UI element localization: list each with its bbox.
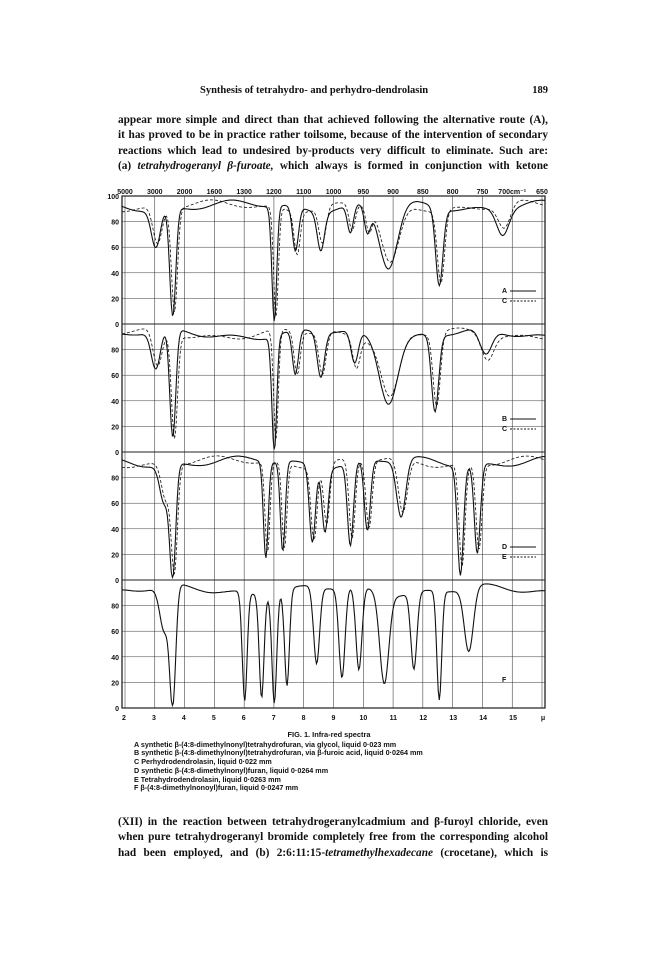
bottom-tick-label: 3 [151,715,156,722]
legend-label: F [502,677,507,684]
y-tick-label: 60 [111,501,119,509]
top-tick-label: 1200 [266,189,282,196]
top-paragraph [118,113,548,174]
y-tick-label: 0 [115,578,119,585]
y-tick-label: 80 [111,347,119,355]
bottom-tick-label: 11 [389,715,398,722]
bottom-paragraph [118,815,548,861]
y-tick-label: 20 [111,680,119,688]
top-tick-label: 2000 [176,189,193,196]
y-tick-label: 40 [111,526,119,534]
y-tick-label: 100 [107,194,119,201]
bottom-tick-label: 13 [449,715,458,722]
ir-spectra-figure [102,186,552,726]
top-tick-label: 750 [476,189,489,196]
y-tick-label: 0 [115,322,119,329]
bottom-axis-labels [122,715,545,722]
top-tick-label: 1100 [296,189,312,196]
y-tick-label: 40 [111,398,119,406]
bottom-tick-label: 8 [301,715,306,722]
y-tick-label: 20 [111,296,119,304]
y-tick-label: 20 [111,552,119,560]
bottom-tick-label: 15 [509,715,517,722]
text-line: had been employed, and (b) 2:6:11:15-tetramethylhexadecane (crocetane), which is [118,846,548,859]
caption-item: C Perhydrodendrolasin, liquid 0·022 mm [134,757,272,767]
y-axis-labels [107,194,119,713]
top-tick-label: 700cm⁻¹ [498,189,527,196]
top-axis-labels [117,189,548,196]
legend-label: B [502,416,508,423]
bottom-tick-label: 5 [211,715,216,722]
y-tick-label: 80 [111,603,119,611]
caption-item: F β-(4:8-dimethylnonoyl)furan, liquid 0·0247 mm [134,783,299,793]
legend-label: A [502,288,508,295]
bottom-tick-label: 2 [122,715,126,722]
y-tick-label: 60 [111,245,119,253]
y-tick-label: 80 [111,475,119,483]
y-tick-label: 60 [111,629,119,637]
bottom-tick-label: 7 [271,715,276,722]
y-tick-label: 60 [111,373,119,381]
y-tick-label: 80 [111,219,119,227]
page-number: 189 [532,85,548,96]
text-line: (a) tetrahydrogeranyl β-furoate, which always is formed in conjunction with ketone [118,159,549,172]
text-line: (XII) in the reaction between tetrahydrogeranylcadmium and β-furoyl chloride, even [118,816,548,828]
top-tick-label: 1000 [325,189,342,196]
y-tick-label: 0 [115,450,119,457]
caption-item: B synthetic β-(4:8-dimethylnonyl)tetrahydrofuran, via β-furoic acid, liquid 0·0264 mm [134,748,423,758]
caption-item: E Tetrahydrodendrolasin, liquid 0·0263 mm [134,774,281,784]
bottom-tick-label: 10 [359,715,368,722]
top-tick-label: 1600 [206,189,223,196]
text-line: when pure tetrahydrogeranyl bromide completely free from the corresponding alcohol [118,831,548,844]
y-tick-label: 40 [111,270,119,278]
y-tick-label: 0 [115,706,119,713]
text-line: reactions which lead to undesired by-products very difficult to eliminate. Such are: [118,144,548,157]
bottom-tick-label: 4 [181,715,186,722]
text-line: appear more simple and direct than that achieved following the alternative route (A), [118,114,548,126]
running-header [118,85,548,99]
top-tick-label: 3000 [146,189,163,196]
y-tick-label: 40 [111,654,119,662]
bottom-tick-label: μ [540,715,546,722]
caption-item: A synthetic β-(4:8-dimethylnonyl)tetrahydrofuran, via glycol, liquid 0·023 mm [134,739,397,749]
compound-name: tetrahydrogeranyl β-furoate, [137,159,274,172]
running-title: Synthesis of tetrahydro- and perhydro-dendrolasin [200,85,429,96]
caption-item: D synthetic β-(4:8-dimethylnonyl)furan, liquid 0·0264 mm [134,765,329,775]
top-tick-label: 950 [357,189,370,196]
top-tick-label: 1300 [236,189,252,196]
bottom-tick-label: 6 [241,715,246,722]
bottom-tick-label: 12 [419,715,428,722]
bottom-tick-label: 9 [331,715,336,722]
bottom-tick-label: 14 [479,715,488,722]
compound-name: tetramethylhexadecane [325,846,434,859]
legend-label: C [502,298,508,305]
top-tick-label: 900 [387,189,399,196]
top-tick-label: 850 [417,189,429,196]
top-tick-label: 5000 [117,189,133,196]
spectra-grid [122,196,545,708]
legend-label: C [502,426,508,433]
top-tick-label: 800 [446,189,459,196]
caption-title: FIG. 1. Infra-red spectra [287,730,371,739]
panel-legends [502,288,536,684]
figure-caption [134,731,554,793]
y-tick-label: 20 [111,424,119,432]
top-tick-label: 650 [536,189,548,196]
text-line: it has proved to be in practice rather toilsome, because of the intervention of secondary [118,129,548,142]
legend-label: E [502,554,507,561]
legend-label: D [502,544,508,551]
